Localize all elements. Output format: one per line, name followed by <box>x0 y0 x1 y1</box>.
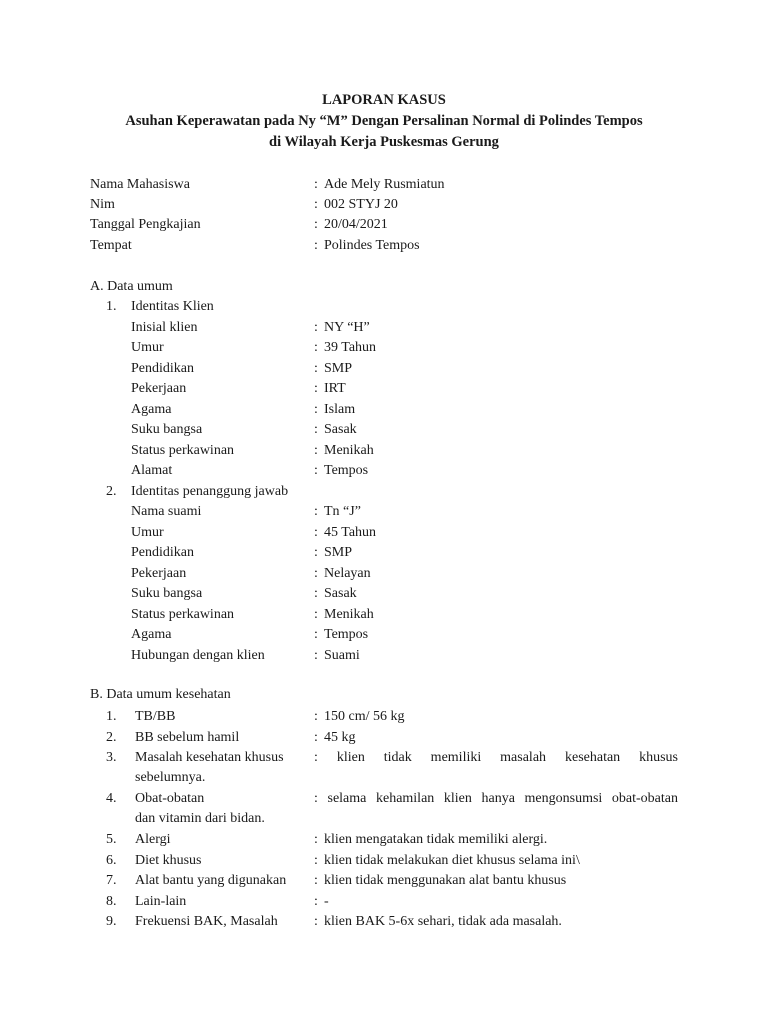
field-value: 150 cm/ 56 kg <box>324 709 405 724</box>
guardian-row <box>0 523 768 543</box>
client-row <box>0 461 768 481</box>
colon: : <box>314 832 318 847</box>
field-value: Menikah <box>324 443 374 458</box>
section-title: A. Data umum <box>90 279 173 294</box>
field-label: Pekerjaan <box>131 381 187 396</box>
info-row-nim <box>0 195 768 215</box>
health-item <box>0 728 768 748</box>
field-value: NY “H” <box>324 320 370 335</box>
client-row <box>0 379 768 399</box>
field-value: Tempos <box>324 627 369 642</box>
client-row <box>0 359 768 379</box>
list-number: 3. <box>106 750 117 765</box>
field-label: Pendidikan <box>131 545 194 560</box>
health-item <box>0 748 768 768</box>
colon: : <box>314 463 318 478</box>
field-value: klien BAK 5-6x sehari, tidak ada masalah. <box>324 914 562 929</box>
client-row <box>0 441 768 461</box>
field-value: 45 Tahun <box>324 525 377 540</box>
field-value: klien mengatakan tidak memiliki alergi. <box>324 832 548 847</box>
health-item <box>0 912 768 932</box>
colon: : <box>314 648 318 663</box>
field-value: Sasak <box>324 422 357 437</box>
field-label: Alergi <box>135 832 171 847</box>
field-label: BB sebelum hamil <box>135 730 240 745</box>
guardian-row <box>0 625 768 645</box>
field-label: Pendidikan <box>131 361 194 376</box>
field-label: Alamat <box>131 463 173 478</box>
colon: : <box>314 894 318 909</box>
colon: : <box>314 873 318 888</box>
colon: : <box>314 709 318 724</box>
field-value: klien tidak menggunakan alat bantu khusus <box>324 873 567 888</box>
field-label: Umur <box>131 525 164 540</box>
colon: : <box>314 586 318 601</box>
field-label: Nama suami <box>131 504 202 519</box>
report-title: LAPORAN KASUS <box>322 92 446 108</box>
field-value-justified <box>314 789 678 809</box>
colon: : <box>314 320 318 335</box>
field-label: Inisial klien <box>131 320 198 335</box>
guardian-row <box>0 646 768 666</box>
field-label: Umur <box>131 340 164 355</box>
section-a-heading <box>0 277 768 297</box>
field-label: Hubungan dengan klien <box>131 648 265 663</box>
list-number: 2. <box>106 730 117 745</box>
list-number: 9. <box>106 914 117 929</box>
info-label: Nim <box>90 197 115 212</box>
field-value: Tn “J” <box>324 504 361 519</box>
info-label: Tanggal Pengkajian <box>90 217 201 232</box>
health-item <box>0 871 768 891</box>
field-value: Sasak <box>324 586 357 601</box>
colon: : <box>314 402 318 417</box>
field-label: TB/BB <box>135 709 176 724</box>
section-title: B. Data umum kesehatan <box>90 687 231 702</box>
field-value: Nelayan <box>324 566 371 581</box>
field-label: Obat-obatan <box>135 791 205 806</box>
field-value: Tempos <box>324 463 369 478</box>
colon: : <box>314 853 318 868</box>
field-label: Suku bangsa <box>131 586 203 601</box>
field-label: Lain-lain <box>135 894 187 909</box>
field-label: Status perkawinan <box>131 443 235 458</box>
field-value: Suami <box>324 648 360 663</box>
colon: : <box>314 340 318 355</box>
field-value: 39 Tahun <box>324 340 377 355</box>
health-item <box>0 892 768 912</box>
guardian-identity-heading <box>0 482 768 502</box>
report-subtitle-line-1: Asuhan Keperawatan pada Ny “M” Dengan Persalinan Normal di Polindes Tempos <box>125 113 643 129</box>
info-label: Tempat <box>90 238 132 253</box>
info-row-assessment-date <box>0 215 768 235</box>
guardian-row <box>0 584 768 604</box>
field-value: 45 kg <box>324 730 356 745</box>
health-item-continuation <box>0 768 768 788</box>
health-item <box>0 707 768 727</box>
colon: : <box>314 914 318 929</box>
info-label: Nama Mahasiswa <box>90 177 190 192</box>
info-value: Polindes Tempos <box>324 238 420 253</box>
field-value-justified <box>314 748 678 768</box>
info-value: 20/04/2021 <box>324 217 388 232</box>
client-identity-heading <box>0 297 768 317</box>
colon: : <box>314 730 318 745</box>
colon: : <box>314 238 318 253</box>
client-row <box>0 420 768 440</box>
colon: : <box>314 197 318 212</box>
field-value: Islam <box>324 402 356 417</box>
client-row <box>0 318 768 338</box>
colon: : <box>314 443 318 458</box>
colon: : <box>314 791 318 806</box>
field-label: Frekuensi BAK, Masalah <box>135 914 278 929</box>
subsection-title: Identitas penanggung jawab <box>131 484 289 499</box>
list-number: 8. <box>106 894 117 909</box>
field-label: Pekerjaan <box>131 566 187 581</box>
guardian-row <box>0 564 768 584</box>
client-row <box>0 338 768 358</box>
section-b-heading <box>0 685 768 705</box>
list-number: 6. <box>106 853 117 868</box>
health-item-continuation <box>0 809 768 829</box>
field-value: klien tidak melakukan diet khusus selama ini\ <box>324 853 580 868</box>
colon: : <box>314 422 318 437</box>
subsection-title: Identitas Klien <box>131 299 214 314</box>
list-number: 5. <box>106 832 117 847</box>
report-subtitle-line-2: di Wilayah Kerja Puskesmas Gerung <box>269 134 499 150</box>
info-value: 002 STYJ 20 <box>324 197 398 212</box>
colon: : <box>314 361 318 376</box>
info-row-student-name <box>0 175 768 195</box>
field-value: SMP <box>324 361 353 376</box>
field-label: Status perkawinan <box>131 607 235 622</box>
field-value: klien tidak memiliki masalah kesehatan khusus <box>336 750 678 765</box>
guardian-row <box>0 502 768 522</box>
colon: : <box>314 627 318 642</box>
field-label: Alat bantu yang digunakan <box>135 873 287 888</box>
colon: : <box>314 217 318 232</box>
field-label: Agama <box>131 627 172 642</box>
colon: : <box>314 545 318 560</box>
guardian-row <box>0 605 768 625</box>
guardian-row <box>0 543 768 563</box>
client-row <box>0 400 768 420</box>
health-item <box>0 851 768 871</box>
colon: : <box>314 750 318 765</box>
info-row-place <box>0 236 768 256</box>
field-value: IRT <box>324 381 346 396</box>
field-value: SMP <box>324 545 353 560</box>
colon: : <box>314 177 318 192</box>
field-value: - <box>324 894 329 909</box>
colon: : <box>314 566 318 581</box>
colon: : <box>314 504 318 519</box>
field-label: Agama <box>131 402 172 417</box>
field-label: Suku bangsa <box>131 422 203 437</box>
info-value: Ade Mely Rusmiatun <box>324 177 445 192</box>
field-value: selama kehamilan klien hanya mengonsumsi obat-obatan <box>327 791 678 806</box>
list-number: 1. <box>106 299 117 314</box>
field-value-continuation: sebelumnya. <box>135 770 206 785</box>
list-number: 4. <box>106 791 117 806</box>
colon: : <box>314 607 318 622</box>
health-item <box>0 789 768 809</box>
list-number: 1. <box>106 709 117 724</box>
colon: : <box>314 381 318 396</box>
field-value: Menikah <box>324 607 374 622</box>
health-item <box>0 830 768 850</box>
field-label: Diet khusus <box>135 853 202 868</box>
field-label: Masalah kesehatan khusus <box>135 750 284 765</box>
field-value-continuation: dan vitamin dari bidan. <box>135 811 265 826</box>
colon: : <box>314 525 318 540</box>
list-number: 2. <box>106 484 117 499</box>
list-number: 7. <box>106 873 117 888</box>
